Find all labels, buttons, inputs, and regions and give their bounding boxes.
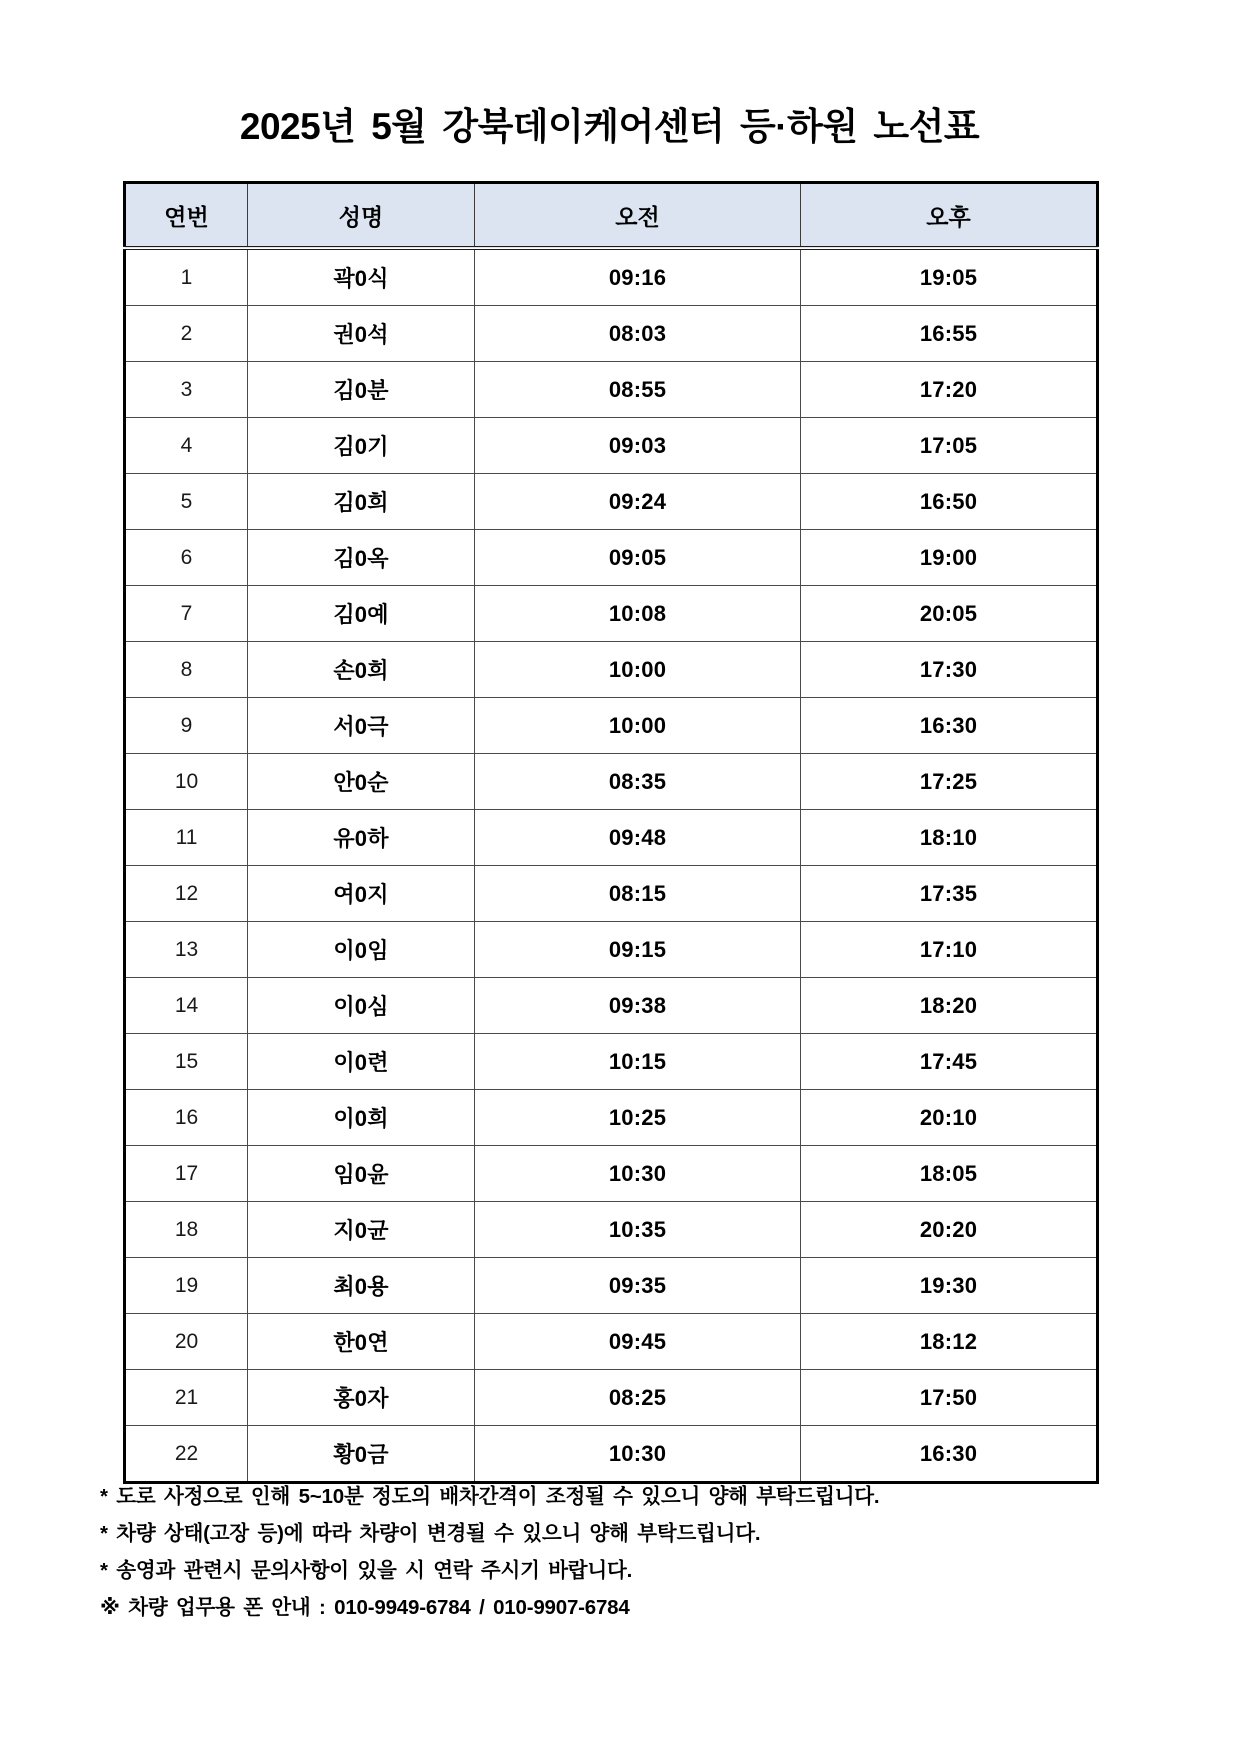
- cell-person-name: 임0윤: [248, 1146, 475, 1202]
- cell-morning-time: 09:35: [475, 1258, 801, 1314]
- cell-morning-time: 08:15: [475, 866, 801, 922]
- cell-row-number: 21: [125, 1370, 248, 1426]
- table-row: [125, 1314, 1098, 1370]
- cell-afternoon-time: 20:20: [801, 1202, 1098, 1258]
- cell-person-name: 권0석: [248, 306, 475, 362]
- header-row: [125, 183, 1098, 249]
- cell-person-name: 이0련: [248, 1034, 475, 1090]
- cell-row-number: 22: [125, 1426, 248, 1483]
- cell-row-number: 12: [125, 866, 248, 922]
- cell-afternoon-time: 17:05: [801, 418, 1098, 474]
- cell-afternoon-time: 19:00: [801, 530, 1098, 586]
- table-row: [125, 1202, 1098, 1258]
- note-line: ※ 차량 업무용 폰 안내 : 010-9949-6784 / 010-9907-6784: [100, 1596, 630, 1619]
- table-row: [125, 978, 1098, 1034]
- cell-person-name: 곽0식: [248, 248, 475, 306]
- cell-afternoon-time: 19:30: [801, 1258, 1098, 1314]
- cell-row-number: 8: [125, 642, 248, 698]
- cell-person-name: 이0희: [248, 1090, 475, 1146]
- cell-person-name: 서0극: [248, 698, 475, 754]
- cell-row-number: 18: [125, 1202, 248, 1258]
- table-row: [125, 642, 1098, 698]
- cell-row-number: 13: [125, 922, 248, 978]
- cell-afternoon-time: 17:45: [801, 1034, 1098, 1090]
- cell-morning-time: 09:24: [475, 474, 801, 530]
- footnotes: [100, 1478, 1160, 1626]
- cell-afternoon-time: 17:30: [801, 642, 1098, 698]
- cell-person-name: 여0지: [248, 866, 475, 922]
- table-row: [125, 810, 1098, 866]
- cell-row-number: 19: [125, 1258, 248, 1314]
- cell-afternoon-time: 20:10: [801, 1090, 1098, 1146]
- column-header-pm: 오후: [801, 183, 1098, 249]
- cell-morning-time: 10:35: [475, 1202, 801, 1258]
- table-row: [125, 474, 1098, 530]
- table-row: [125, 1258, 1098, 1314]
- cell-afternoon-time: 17:35: [801, 866, 1098, 922]
- cell-row-number: 4: [125, 418, 248, 474]
- cell-morning-time: 08:25: [475, 1370, 801, 1426]
- table-row: [125, 306, 1098, 362]
- cell-morning-time: 10:25: [475, 1090, 801, 1146]
- cell-person-name: 한0연: [248, 1314, 475, 1370]
- cell-person-name: 손0희: [248, 642, 475, 698]
- cell-morning-time: 09:15: [475, 922, 801, 978]
- cell-afternoon-time: 18:12: [801, 1314, 1098, 1370]
- cell-row-number: 5: [125, 474, 248, 530]
- cell-afternoon-time: 19:05: [801, 248, 1098, 306]
- cell-morning-time: 09:45: [475, 1314, 801, 1370]
- schedule-table: [123, 181, 1099, 1484]
- cell-morning-time: 10:00: [475, 642, 801, 698]
- cell-afternoon-time: 17:50: [801, 1370, 1098, 1426]
- note-line: * 송영과 관련시 문의사항이 있을 시 연락 주시기 바랍니다.: [100, 1559, 633, 1582]
- note-line: * 차량 상태(고장 등)에 따라 차량이 변경될 수 있으니 양해 부탁드립니다.: [100, 1522, 761, 1545]
- cell-afternoon-time: 16:50: [801, 474, 1098, 530]
- cell-afternoon-time: 18:20: [801, 978, 1098, 1034]
- cell-row-number: 3: [125, 362, 248, 418]
- cell-afternoon-time: 17:20: [801, 362, 1098, 418]
- note-line: * 도로 사정으로 인해 5~10분 정도의 배차간격이 조정될 수 있으니 양해 부탁드립니다.: [100, 1485, 880, 1508]
- cell-row-number: 16: [125, 1090, 248, 1146]
- cell-morning-time: 10:15: [475, 1034, 801, 1090]
- cell-person-name: 홍0자: [248, 1370, 475, 1426]
- cell-row-number: 14: [125, 978, 248, 1034]
- column-header-am: 오전: [475, 183, 801, 249]
- table-row: [125, 418, 1098, 474]
- table-row: [125, 248, 1098, 306]
- table-row: [125, 1370, 1098, 1426]
- cell-afternoon-time: 18:05: [801, 1146, 1098, 1202]
- page-title: 2025년 5월 강북데이케어센터 등·하원 노선표: [239, 106, 980, 147]
- cell-person-name: 이0심: [248, 978, 475, 1034]
- cell-morning-time: 10:00: [475, 698, 801, 754]
- cell-morning-time: 09:48: [475, 810, 801, 866]
- cell-morning-time: 08:03: [475, 306, 801, 362]
- table-row: [125, 1146, 1098, 1202]
- cell-person-name: 김0예: [248, 586, 475, 642]
- cell-row-number: 2: [125, 306, 248, 362]
- cell-person-name: 황0금: [248, 1426, 475, 1483]
- table-row: [125, 530, 1098, 586]
- cell-morning-time: 09:38: [475, 978, 801, 1034]
- cell-person-name: 유0하: [248, 810, 475, 866]
- cell-morning-time: 10:08: [475, 586, 801, 642]
- schedule-table-body: [125, 248, 1098, 1483]
- cell-row-number: 11: [125, 810, 248, 866]
- cell-person-name: 최0용: [248, 1258, 475, 1314]
- cell-person-name: 지0균: [248, 1202, 475, 1258]
- schedule-table-header: [125, 183, 1098, 249]
- table-row: [125, 362, 1098, 418]
- cell-morning-time: 08:35: [475, 754, 801, 810]
- cell-morning-time: 08:55: [475, 362, 801, 418]
- cell-morning-time: 09:03: [475, 418, 801, 474]
- cell-row-number: 6: [125, 530, 248, 586]
- cell-afternoon-time: 16:30: [801, 698, 1098, 754]
- cell-afternoon-time: 18:10: [801, 810, 1098, 866]
- cell-row-number: 10: [125, 754, 248, 810]
- cell-morning-time: 09:16: [475, 248, 801, 306]
- table-row: [125, 754, 1098, 810]
- table-row: [125, 922, 1098, 978]
- column-header-no: 연번: [125, 183, 248, 249]
- column-header-name: 성명: [248, 183, 475, 249]
- table-row: [125, 698, 1098, 754]
- cell-person-name: 안0순: [248, 754, 475, 810]
- cell-person-name: 김0분: [248, 362, 475, 418]
- cell-row-number: 20: [125, 1314, 248, 1370]
- cell-row-number: 1: [125, 248, 248, 306]
- cell-afternoon-time: 17:25: [801, 754, 1098, 810]
- cell-morning-time: 10:30: [475, 1426, 801, 1483]
- cell-morning-time: 10:30: [475, 1146, 801, 1202]
- table-row: [125, 586, 1098, 642]
- table-row: [125, 866, 1098, 922]
- cell-row-number: 17: [125, 1146, 248, 1202]
- cell-row-number: 7: [125, 586, 248, 642]
- cell-morning-time: 09:05: [475, 530, 801, 586]
- cell-afternoon-time: 20:05: [801, 586, 1098, 642]
- cell-person-name: 김0희: [248, 474, 475, 530]
- cell-row-number: 9: [125, 698, 248, 754]
- table-row: [125, 1426, 1098, 1483]
- table-row: [125, 1090, 1098, 1146]
- cell-person-name: 김0기: [248, 418, 475, 474]
- cell-afternoon-time: 17:10: [801, 922, 1098, 978]
- cell-afternoon-time: 16:55: [801, 306, 1098, 362]
- table-row: [125, 1034, 1098, 1090]
- cell-row-number: 15: [125, 1034, 248, 1090]
- cell-afternoon-time: 16:30: [801, 1426, 1098, 1483]
- cell-person-name: 김0옥: [248, 530, 475, 586]
- cell-person-name: 이0임: [248, 922, 475, 978]
